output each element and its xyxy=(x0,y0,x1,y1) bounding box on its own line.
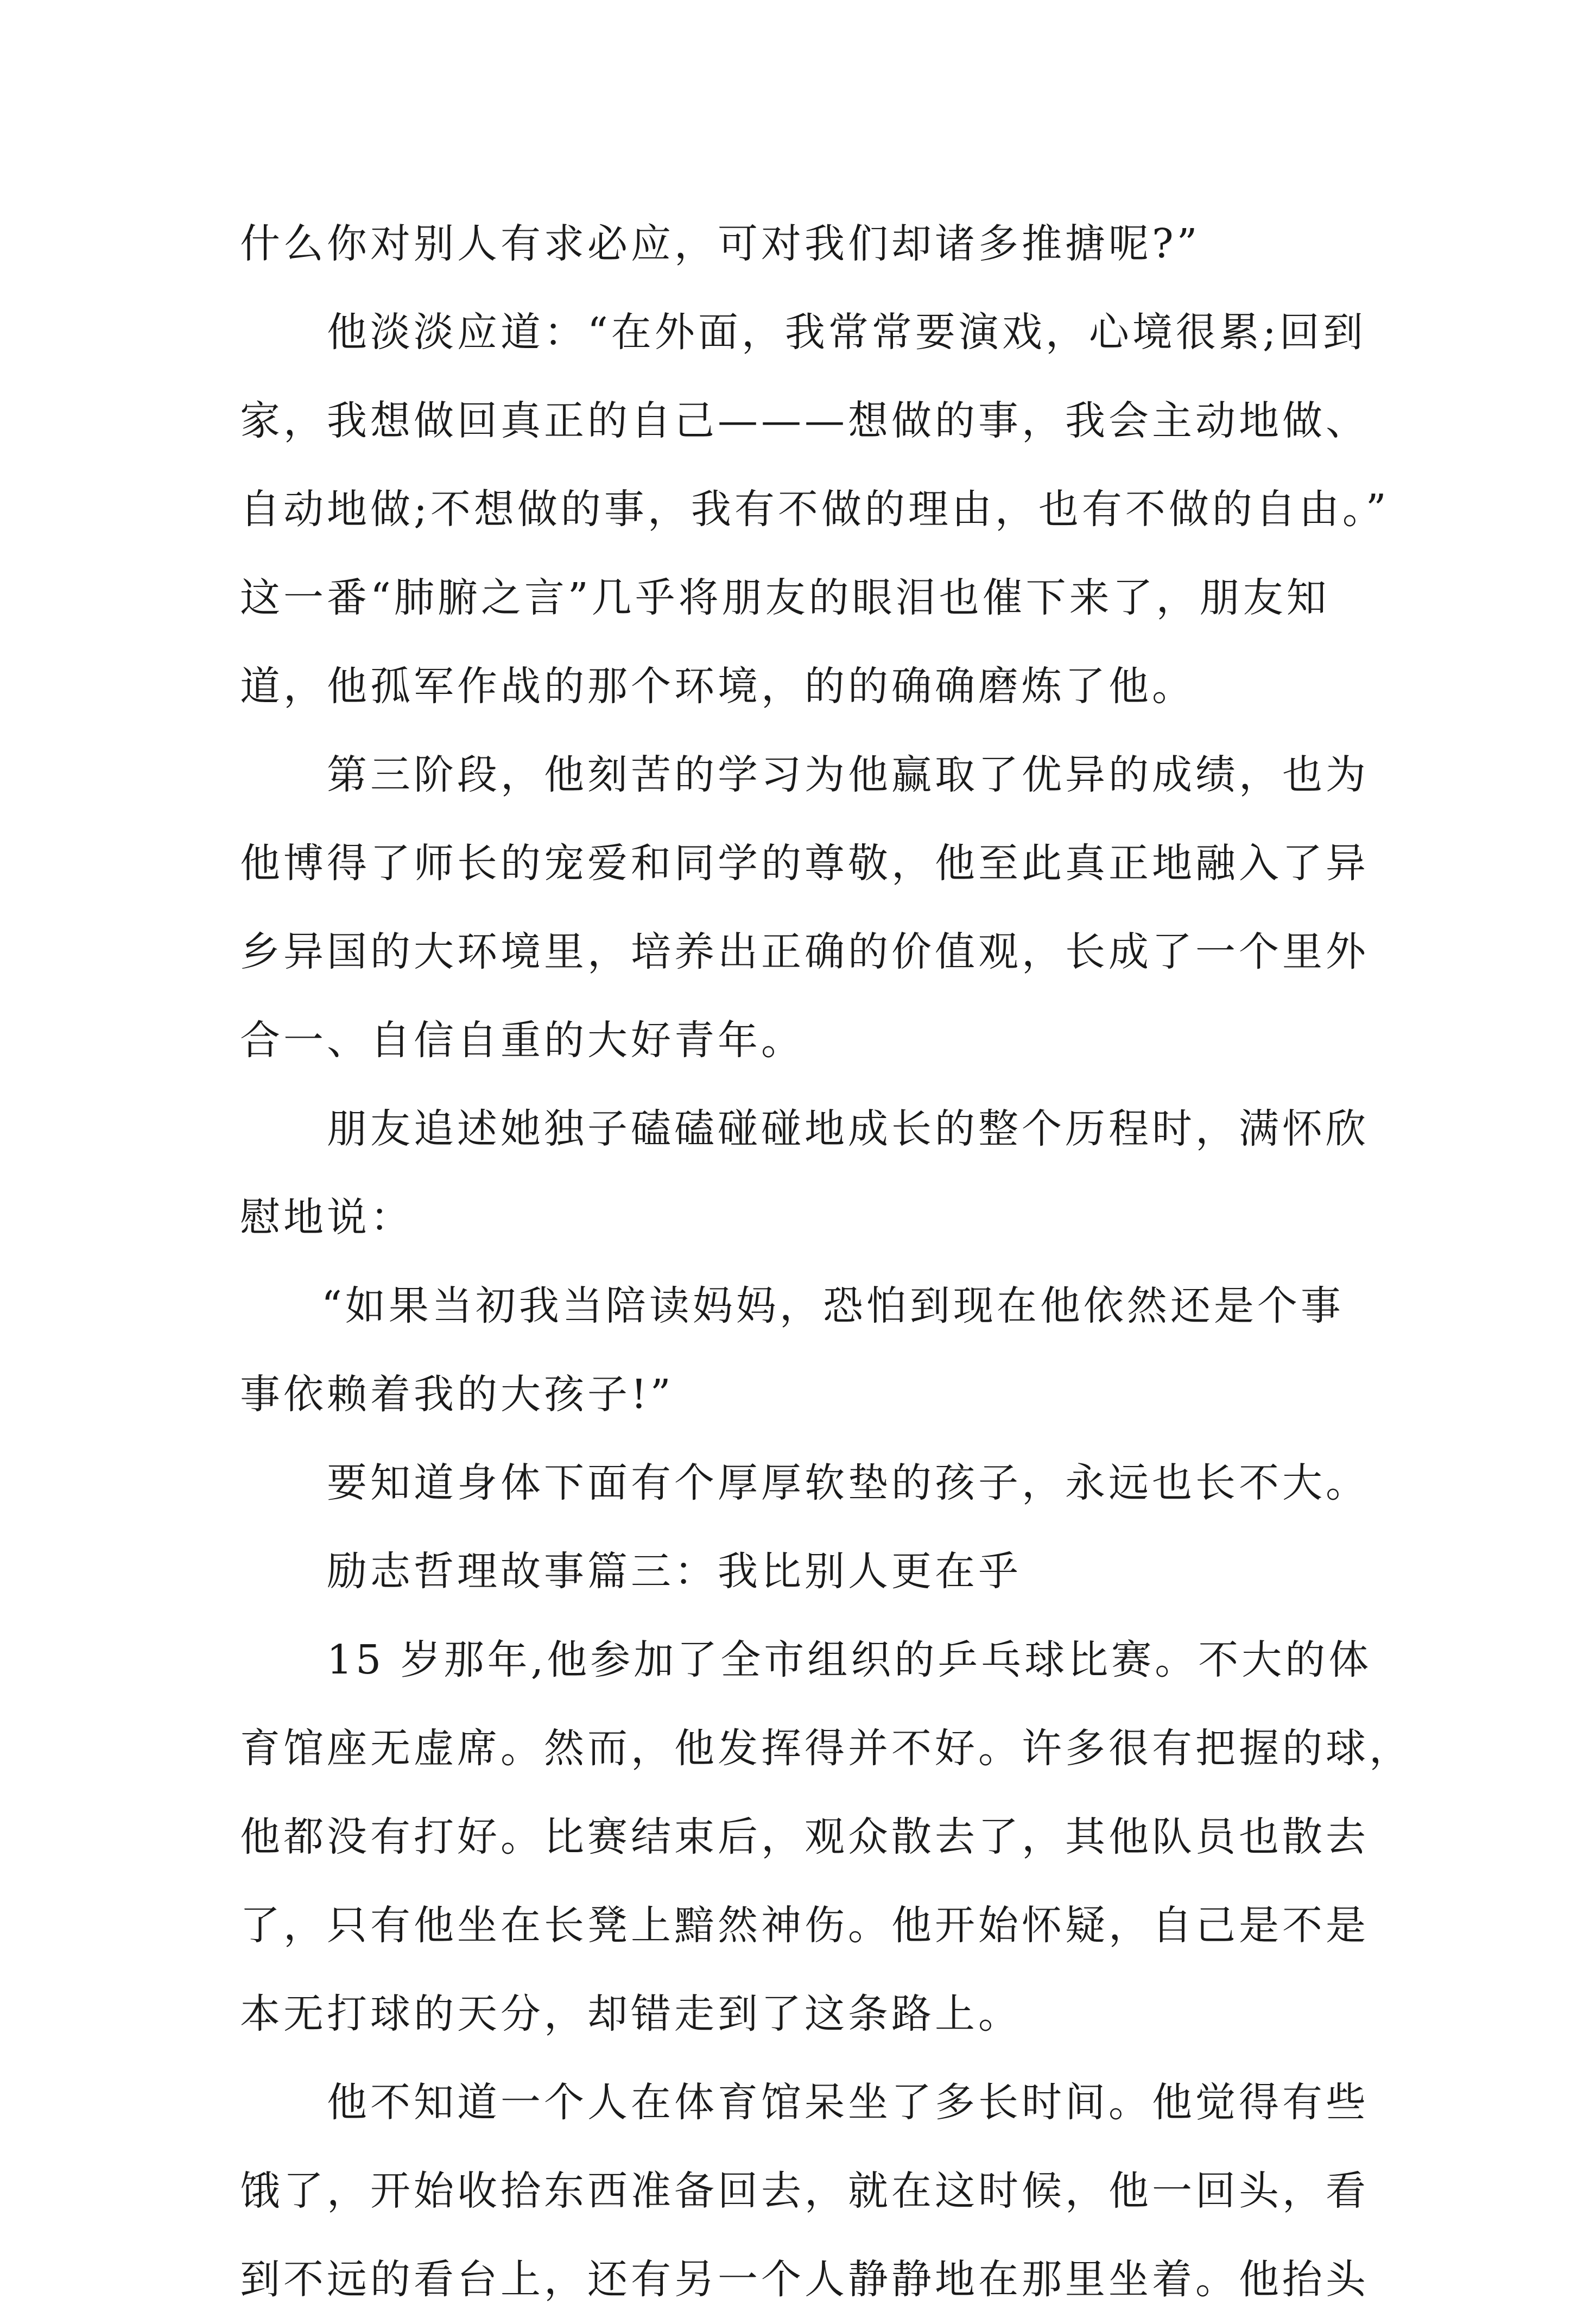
text-line: 他博得了师长的宠爱和同学的尊敬，他至此真正地融入了异 xyxy=(240,840,1369,887)
text-line: 朋友追述她独子磕磕碰碰地成长的整个历程时，满怀欣 xyxy=(327,1106,1369,1152)
text-line: 了，只有他坐在长凳上黯然神伤。他开始怀疑，自己是不是 xyxy=(240,1902,1369,1949)
text-line: 育馆座无虚席。然而，他发挥得并不好。许多很有把握的球， xyxy=(240,1725,1412,1772)
section-heading: 励志哲理故事篇三：我比别人更在乎 xyxy=(327,1548,1022,1595)
document-body xyxy=(240,200,1412,2324)
text-line: 15 岁那年,他参加了全市组织的乒乓球比赛。不大的体 xyxy=(327,1637,1372,1683)
text-line: 什么你对别人有求必应，可对我们却诸多推搪呢?” xyxy=(240,220,1201,267)
text-line: 乡异国的大环境里，培养出正确的价值观，长成了一个里外 xyxy=(240,929,1369,975)
text-line: “如果当初我当陪读妈妈，恐怕到现在他依然还是个事 xyxy=(321,1283,1344,1329)
text-line: 家，我想做回真正的自己———想做的事，我会主动地做、 xyxy=(240,397,1369,444)
text-line: 自动地做;不想做的事，我有不做的理由，也有不做的自由。” xyxy=(240,486,1390,533)
text-line: 本无打球的天分，却错走到了这条路上。 xyxy=(240,1991,1022,2037)
text-line: 道，他孤军作战的那个环境，的的确确磨炼了他。 xyxy=(240,663,1195,710)
text-line: 合一、自信自重的大好青年。 xyxy=(240,1017,804,1064)
text-line: 第三阶段，他刻苦的学习为他赢取了优异的成绩，也为 xyxy=(327,751,1369,798)
text-line: 到不远的看台上，还有另一个人静静地在那里坐着。他抬头 xyxy=(240,2256,1369,2303)
text-line: 他淡淡应道：“在外面，我常常要演戏，心境很累;回到 xyxy=(327,309,1366,356)
text-line: 他都没有打好。比赛结束后，观众散去了，其他队员也散去 xyxy=(240,1814,1369,1860)
text-line: 要知道身体下面有个厚厚软垫的孩子，永远也长不大。 xyxy=(327,1460,1369,1506)
text-line: 事依赖着我的大孩子!” xyxy=(240,1371,674,1418)
text-line: 他不知道一个人在体育馆呆坐了多长时间。他觉得有些 xyxy=(327,2079,1369,2126)
text-line: 饿了，开始收拾东西准备回去，就在这时候，他一回头，看 xyxy=(240,2168,1369,2214)
text-line: 这一番“肺腑之言”几乎将朋友的眼泪也催下来了，朋友知 xyxy=(240,574,1330,621)
text-line: 慰地说： xyxy=(240,1194,414,1241)
